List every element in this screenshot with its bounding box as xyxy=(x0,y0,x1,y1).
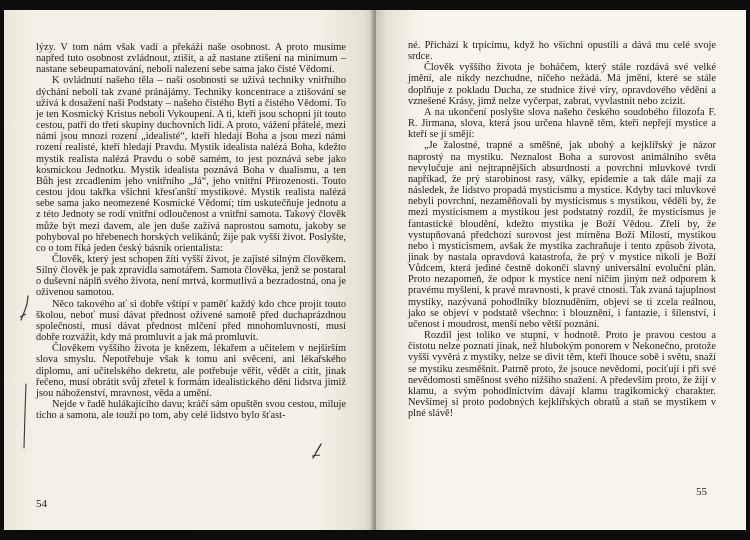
paragraph: Člověkem vyššího života je knězem, lékařem a učitelem v nejširším slova smyslu. Nepotřebuje však k tomu ani svěcení, ani lékařského diplomu, ani učitelského dekretu, ale potřebuje věřit, vědět a cítit, jinak řečeno, musí obrátit svůj zřetel k formám idealistického dění lidstva jimiž jsou náboženství, mravnost, věda a umění. xyxy=(36,343,346,399)
pencil-margin-mark-icon xyxy=(18,292,34,324)
paragraph: Něco takového ať si dobře vštípí v paměť každý kdo chce projít touto školou, neboť musí dávat přednost oživené samotě před duchaprázdnou společností, musí dávat přednost mlčení před mnohomluvností, musí dobře rozvážit, kdy má promluvit a jak má promluvit. xyxy=(36,298,346,344)
pencil-slash-mark-icon xyxy=(310,442,324,460)
paragraph: A na ukončení poslyšte slova našeho českého soudobého filozofa F. R. Jirmana, slova, která jsou určena hlavně těm, kteří nepřejí mystice a kteří se jí smějí: xyxy=(408,106,716,141)
quoted-paragraph: „Je žalostné, trapné a směšné, jak ubohý a kejklířský je názor naprostý na mystiku. Neznalost Boha a surovost animálního světa nevylučuje ani nejtrapnějších absurdností a povrchní mluvkové tvrdí napříkad, že prý starobinost rasy, války, epidemie a tak dále mají za následek, že lidstvo propadá mysticismu a mystice. Kdyby tací mluvkové nebyli povrchní, nezaměňovali by mysticismus s mystikou, věděli by, že mezi mysticismem a mystikou jest podstatný rozdíl, že mysticismus je fantastické bloudění, kdežto mystika je Boží Vědou. Zřeli by, že vystupňovaná předchozí surovost jest mírněna Boží Milostí, mystikou nebo i mysticismem, avšak že mystika zachraňuje i tento způsob života, jinak by nastala opravdová katastrofa, že prý v mystice nikoli je Boží Vůdcem, která jediné čestně dokončí slavný universální evoluční plán. Proto nezapomeň, že odpor k mystice není ničím jiným než odporem k pravému myšlení, k pravé mravnosti, k pravé ctnosti. Tak zvaná tajuplnost mystiky, nazývaná pohodlníky bloznuděním, objeví se ti zcela reálnou, jako se objeví v podstatě všechno: i blouznění, i fantazie, i šílenství, i učenost i moudrost, menší nebo větší poznání. xyxy=(408,140,716,330)
pencil-margin-mark-icon xyxy=(20,382,30,452)
paragraph: Nejde v řadě hulákajícího davu; kráčí sám opuštěn svou cestou, miluje ticho a samotu, ale touží po tom, aby celé lidstvo bylo šťast- xyxy=(36,399,346,422)
paragraph: Rozdíl jest toliko ve stupni, v hodnotě. Proto je pravou cestou a čistotu nelze poznati jinak, než hlubokým ponorem v Nekonečno, protože vyšší vyvěrá z mystiky, nelze se divit těm, kteří lhouce sobě i světu, snaží se mystiku zesměšnit. Patrně proto, že jsouce nevědomí, pociťují i při své nevědomosti směšnost svého nižšího snažení. A především proto, že žijí v klamu, a svým pohodlnictvím dávají klamu tragikomický charakter. Nevšímej si proto podobných kejklířských obratů a staň se mystikem v plné slávě! xyxy=(408,330,716,420)
page-number: 54 xyxy=(36,498,47,510)
paragraph: K ovládnutí našeho těla – naší osobnosti se užívá techniky vnitřního dýchání neboli tak zvané pránájámy. Techniky koncentrace a ztišování se užívá k dosažení naší Podstaty – našeho čistého Bytí a čistého Vědomí. To je ten Kosmický Kristus neboli Vykoupení. A ti, kteří jsou schopni jít touto cestou, patří do třetí skupiny duchovních lidí. A proto, vážení přátelé, mezi námi jsou mnozí rození „idealisté“, kteří hledají Boha a jsou mezi námi rození realisté, kteří hledají Pravdu. Mystik idealista nalézá Boha, kdežto mystik realista nalézá Pravdu o sobě samém, to jest poznává sebe jako kosmickou Jednotku. Mystik idealista poznává Boha v dualismu, a ten Bůh jest zrcadlením jeho vnitřního „Já“, jeho vnitřní Přirozenosti. Touto cestou jdou takřka všichni křesťanští mystikové. Mystik realista nalézá sebe sama jako neomezené Kosmické Vědomí; tím uskutečňuje jednotu a z této Jednoty se rodí vnitřní odloučenost a vnitřní samota. Takový člověk může být mezi davem, ale jen duše zažívá naprostou samotu, jakoby se pohyboval po hřebenech horských velikánů; žije pak vyšší život. Poslyšte, co o tom říká jeden český básník orientalista: xyxy=(36,75,346,254)
paragraph: lýzy. V tom nám však vadí a překáží naše osobnost. A proto musíme napřed tuto osobnost zvládnout, ztišit, a až nastane ztišení na minimum – nastane sebeupamatování, neboli nalezení sebe sama jako čisté Vědomí. xyxy=(36,42,346,76)
right-page xyxy=(376,10,746,530)
left-page xyxy=(4,10,374,530)
paragraph: Člověk vyššího života je boháčem, který stále rozdává své velké jmění, ale nikdy nezchudne, ničeho nežádá. Má jmění, které se stále doplňuje z pokladu Ducha, ze studnice živé víry, opravdového vědění a vznešené Krásy, jimž nelze vyčerpat, zabrat, vyvlastnit nebo zcizit. xyxy=(408,62,716,107)
right-page-text xyxy=(408,40,716,419)
quoted-paragraph: Člověk, který jest schopen žíti vyšší život, je zajisté silným člověkem. Silný člověk je pak zpravidla samotářem. Samota člověka, jenž se postaral o duševní náplň svého života, není mrtvá, kormutlivá a bezradostná, ona je oživenou samotou. xyxy=(36,253,346,299)
paragraph: né. Přichází k trpícímu, když ho všichni opustili a dává mu celé svoje srdce. xyxy=(408,40,716,63)
open-book xyxy=(4,10,746,530)
page-number: 55 xyxy=(696,486,707,498)
left-page-text xyxy=(36,42,346,421)
